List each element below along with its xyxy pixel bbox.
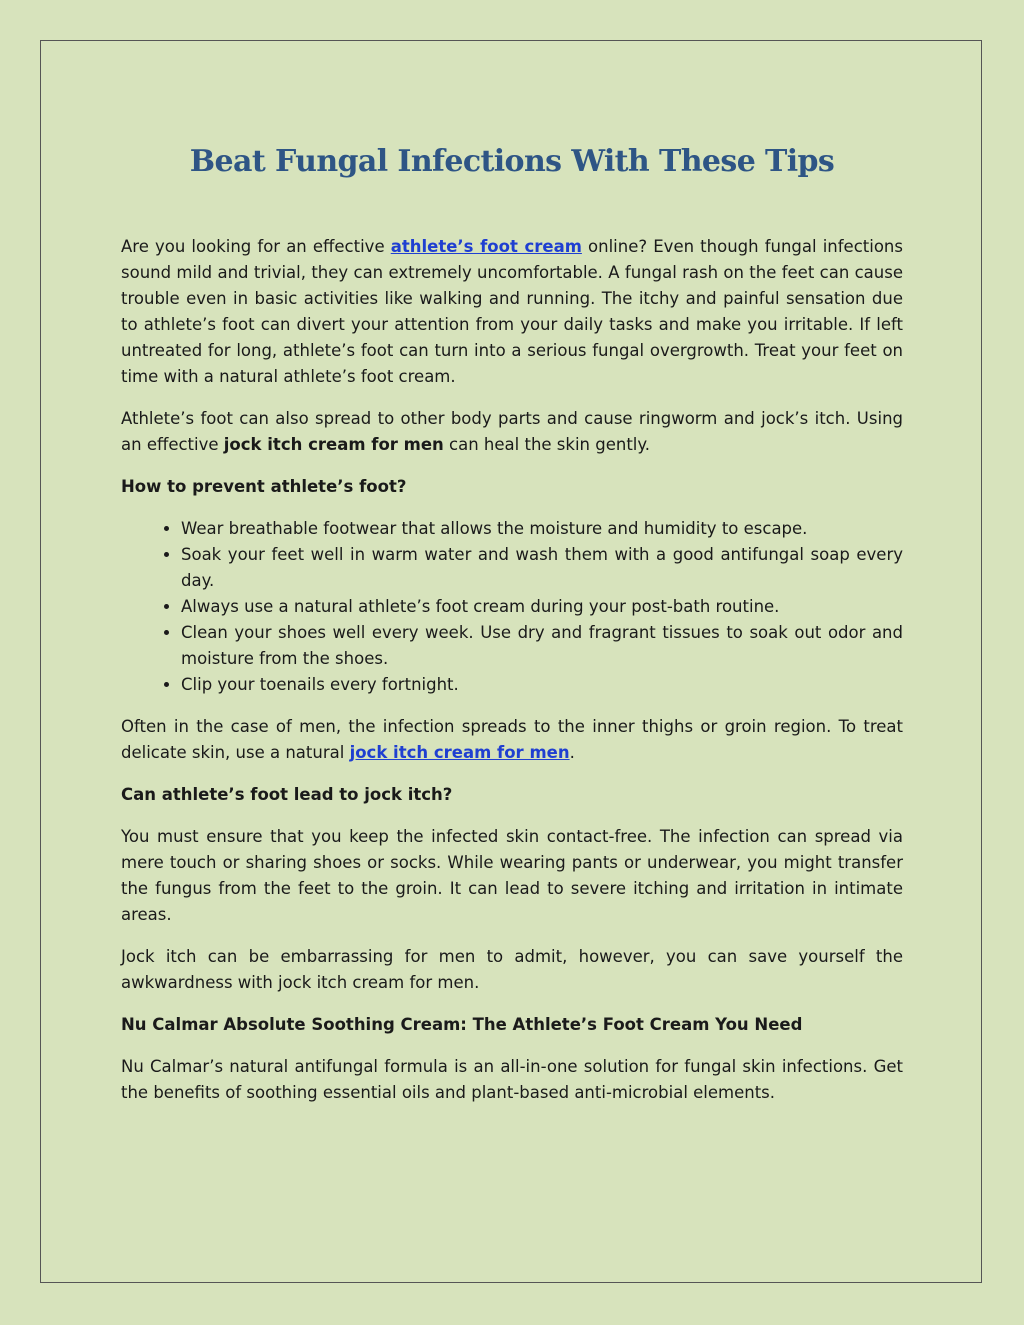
page-title: Beat Fungal Infections With These Tips [189,144,835,179]
list-item: • Wear breathable footwear that allows the moisture and humidity to escape. [181,516,903,542]
spread-text-start: Athlete’s foot can also spread to other body parts and cause ringworm and jock’s itch. Using an effective [121,409,903,454]
embarrass-paragraph: Jock itch can be embarrassing for men to admit, however, you can save yourself the awkwardness with jock itch cream for men. [121,947,903,992]
jock-itch-cream-link[interactable]: jock itch cream for men [349,743,570,762]
lead-heading: Can athlete’s foot lead to jock itch? [121,785,453,804]
men-paragraph [121,714,903,766]
spread-text-end: can heal the skin gently. [443,435,651,454]
list-item: • Soak your feet well in warm water and wash them with a good antifungal soap every day. [181,542,903,594]
men-text-end: . [569,743,575,762]
lead-paragraph: You must ensure that you keep the infected skin contact-free. The infection can spread via mere touch or sharing shoes or socks. While wearing pants or underwear, you might transfer the fungus from the feet to the groin. It can lead to severe itching and irritation in intimate areas. [121,827,903,924]
list-item: • Clean your shoes well every week. Use dry and fragrant tissues to soak out odor and moisture from the shoes. [181,620,903,672]
list-item: • Always use a natural athlete’s foot cream during your post-bath routine. [181,594,903,620]
jock-itch-cream-bold: jock itch cream for men [223,435,444,454]
product-paragraph: Nu Calmar’s natural antifungal formula is an all-in-one solution for fungal skin infections. Get the benefits of soothing essential oils and plant-based anti-microbial elements. [121,1057,903,1102]
prevent-heading: How to prevent athlete’s foot? [121,477,407,496]
intro-paragraph [121,234,903,390]
article [121,140,903,1122]
men-text-start: Often in the case of men, the infection spreads to the inner thighs or groin region. To treat delicate skin, use a natural [121,717,903,762]
intro-text-start: Are you looking for an effective [121,237,391,256]
intro-text-end: online? Even though fungal infections sound mild and trivial, they can extremely uncomfortable. A fungal rash on the feet can cause trouble even in basic activities like walking and running. The itchy and painful sensation due to athlete’s foot can divert your attention from your daily tasks and make you irritable. If left untreated for long, athlete’s foot can turn into a serious fungal overgrowth. Treat your feet on time with a natural athlete’s foot cream. [121,237,903,386]
product-heading: Nu Calmar Absolute Soothing Cream: The Athlete’s Foot Cream You Need [121,1015,803,1034]
athletes-foot-cream-link[interactable]: athlete’s foot cream [390,237,582,256]
spread-paragraph [121,406,903,458]
prevent-tips-list [121,516,903,698]
list-item: • Clip your toenails every fortnight. [181,672,903,698]
